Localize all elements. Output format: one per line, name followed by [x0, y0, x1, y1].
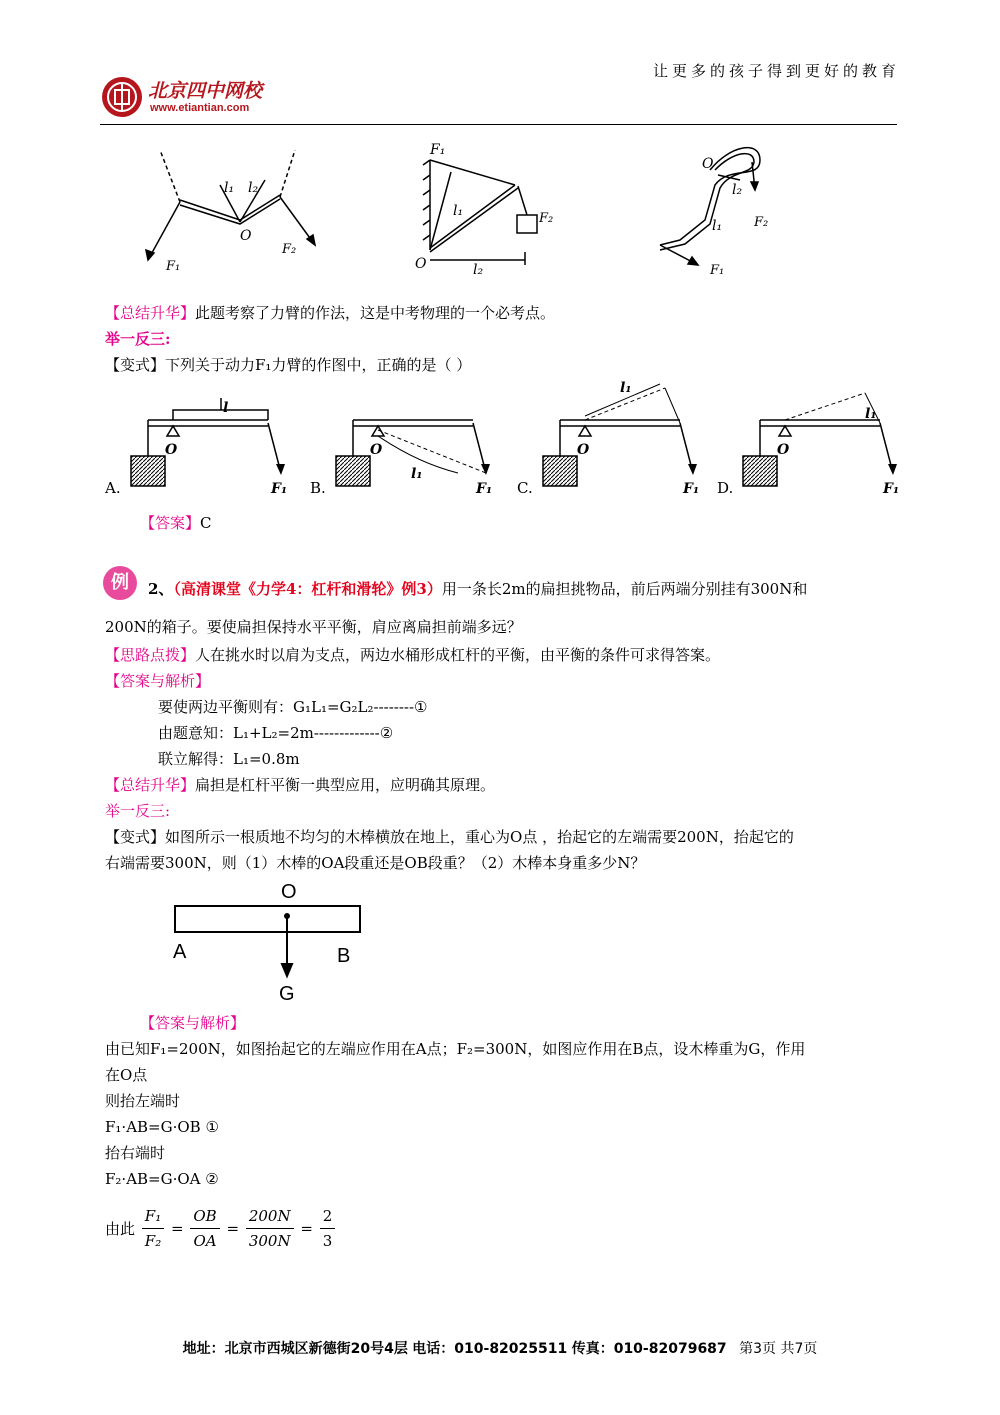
footer-fax: 010-82079687 [613, 1341, 727, 1357]
fig1-l2-label: l₂ [248, 180, 259, 196]
ju-yi-fan-san-2: 举一反三: [105, 802, 171, 820]
fraction-n-den: 300N [248, 1232, 291, 1250]
answer-1-text: C [200, 514, 212, 532]
fraction-o-num: OB [190, 1204, 219, 1229]
solution-6: F₂·AB=G·OA ② [105, 1170, 219, 1188]
example-2-num: 2、 [148, 580, 174, 598]
answer-1-tag: 【答案】 [140, 514, 201, 532]
variant-2-tag: 【变式】 [105, 828, 166, 846]
option-c-f-label: F₁ [683, 481, 700, 497]
stick-b-label: B [337, 945, 351, 967]
option-a-f-label: F₁ [271, 481, 288, 497]
footer-fax-tag: 传真： [571, 1341, 614, 1357]
ju-yi-fan-san-1: 举一反三: [105, 330, 171, 348]
figure-lever-1 [140, 150, 340, 280]
fraction-f-num: F₁ [142, 1204, 164, 1229]
equals-sign-2: = [226, 1219, 240, 1238]
step-2: 由题意知：L₁+L₂=2m-------------② [158, 724, 394, 742]
option-d-label: D. [717, 479, 734, 497]
fraction-n [246, 1204, 294, 1253]
hint [105, 644, 900, 666]
footer-page: 第3页 共7页 [739, 1341, 818, 1357]
option-d-l-label: l₁ [865, 406, 877, 422]
fig3-l2-label: l₂ [732, 182, 743, 198]
figure-stick [165, 876, 375, 1006]
summary-2 [105, 774, 900, 796]
fraction-o [190, 1204, 219, 1253]
summary-2-tag: 【总结升华】 [105, 776, 196, 794]
fig3-o-label: O [702, 156, 714, 172]
fraction-r-den: 3 [322, 1232, 333, 1250]
stick-g-label: G [279, 983, 295, 1005]
option-d-o-label: O [777, 442, 790, 458]
fig3-l1-label: l₁ [712, 218, 723, 234]
option-a-o-label: O [165, 442, 178, 458]
option-figure-d [715, 378, 905, 503]
option-b-label: B. [310, 479, 326, 497]
stick-a-label: A [173, 941, 187, 963]
school-logo [100, 74, 290, 120]
option-figure-a [103, 378, 293, 503]
figure-lever-2 [415, 140, 575, 280]
fig2-f1-label: F₁ [430, 142, 446, 158]
footer-addr-tag: 地址： [182, 1341, 225, 1357]
logo-text: 北京四中网校 [148, 80, 263, 102]
option-a-l-label: l [223, 400, 229, 416]
solution-1: 由已知F₁=200N，如图抬起它的左端应作用在A点；F₂=300N，如图应作用在B点，设木棒重为G，作用 [105, 1040, 806, 1058]
solution-2: 在O点 [105, 1066, 148, 1084]
fraction-f [142, 1204, 164, 1253]
fraction-n-num: 200N [246, 1204, 294, 1229]
option-c-label: C. [517, 479, 533, 497]
footer-tel-tag: 电话： [412, 1341, 455, 1357]
fig3-f1-label: F₁ [710, 263, 725, 278]
hint-text: 人在挑水时以肩为支点，两边水桶形成杠杆的平衡，由平衡的条件可求得答案。 [195, 646, 721, 664]
fraction-r-num: 2 [320, 1204, 336, 1229]
example-2-source: （高清课堂《力学4：杠杆和滑轮》例3） [173, 580, 442, 598]
option-b-f-label: F₁ [476, 481, 493, 497]
fig2-l2-label: l₂ [473, 262, 484, 278]
option-b-o-label: O [370, 442, 383, 458]
logo-url: www.etiantian.com [150, 102, 250, 114]
summary-1-tag: 【总结升华】 [105, 304, 196, 322]
footer-addr: 北京市西城区新德街20号4层 [224, 1341, 408, 1357]
summary-2-text: 扁担是杠杆平衡一典型应用，应明确其原理。 [195, 776, 496, 794]
variant-2-text-1: 如图所示一根质地不均匀的木棒横放在地上，重心为O点 ，抬起它的左端需要200N，抬起它的 [165, 828, 794, 846]
summary-1-text: 此题考察了力臂的作法，这是中考物理的一个必考点。 [195, 304, 556, 322]
step-3: 联立解得：L₁=0.8m [158, 750, 300, 768]
answer-analysis-tag-2: 【答案与解析】 [140, 1014, 246, 1032]
step-1: 要使两边平衡则有：G₁L₁=G₂L₂--------① [158, 698, 428, 716]
option-figure-b [308, 378, 498, 503]
variant-2 [105, 826, 900, 848]
summary-1 [105, 302, 900, 324]
solution-5: 抬右端时 [105, 1144, 166, 1162]
fraction-r [320, 1204, 336, 1253]
fig1-f1-label: F₁ [166, 259, 181, 274]
equals-sign-3: = [300, 1219, 313, 1238]
solution-3: 则抬左端时 [105, 1092, 181, 1110]
option-c-l-label: l₁ [620, 380, 632, 396]
fraction-o-den: OA [193, 1232, 217, 1250]
fig2-l1-label: l₁ [453, 203, 464, 219]
example-2-line-1 [148, 578, 898, 600]
footer [0, 1338, 1000, 1358]
variant-1 [105, 354, 900, 376]
figure-lever-3 [650, 140, 790, 280]
example-2-text-2: 200N的箱子。要使扁担保持水平平衡，肩应离扁担前端多远？ [105, 618, 522, 636]
header-divider [100, 124, 897, 125]
answer-analysis-tag: 【答案与解析】 [105, 672, 211, 690]
hint-tag: 【思路点拨】 [105, 646, 196, 664]
header-slogan: 让更多的孩子得到更好的教育 [652, 62, 900, 80]
final-prefix: 由此 [105, 1220, 136, 1238]
fig1-o-label: O [240, 228, 252, 244]
fig1-f2-label: F₂ [282, 242, 297, 257]
fig3-f2-label: F₂ [754, 215, 769, 230]
answer-1 [140, 512, 935, 534]
option-figure-c [515, 378, 705, 503]
footer-tel: 010-82025511 [454, 1341, 568, 1357]
variant-1-tag: 【变式】 [105, 356, 166, 374]
fig2-o-label: O [415, 256, 427, 272]
stick-o-label: O [281, 881, 297, 903]
fraction-f-den: F₂ [144, 1232, 162, 1250]
option-a-label: A. [105, 479, 121, 497]
equals-sign-1: = [171, 1219, 184, 1238]
example-badge: 例 [103, 566, 137, 600]
variant-2-text-2: 右端需要300N，则（1）木棒的OA段重还是OB段重？（2）木棒本身重多少N？ [105, 854, 646, 872]
option-c-o-label: O [577, 442, 590, 458]
solution-4: F₁·AB=G·OB ① [105, 1118, 219, 1136]
example-2-text-1: 用一条长2m的扁担挑物品，前后两端分别挂有300N和 [441, 580, 808, 598]
option-d-f-label: F₁ [883, 481, 900, 497]
final-equation [105, 1204, 337, 1253]
fig1-l1-label: l₁ [224, 180, 235, 196]
option-b-l-label: l₁ [411, 466, 423, 482]
variant-1-text: 下列关于动力F₁力臂的作图中，正确的是（ ） [165, 356, 472, 374]
fig2-f2-label: F₂ [539, 211, 554, 226]
